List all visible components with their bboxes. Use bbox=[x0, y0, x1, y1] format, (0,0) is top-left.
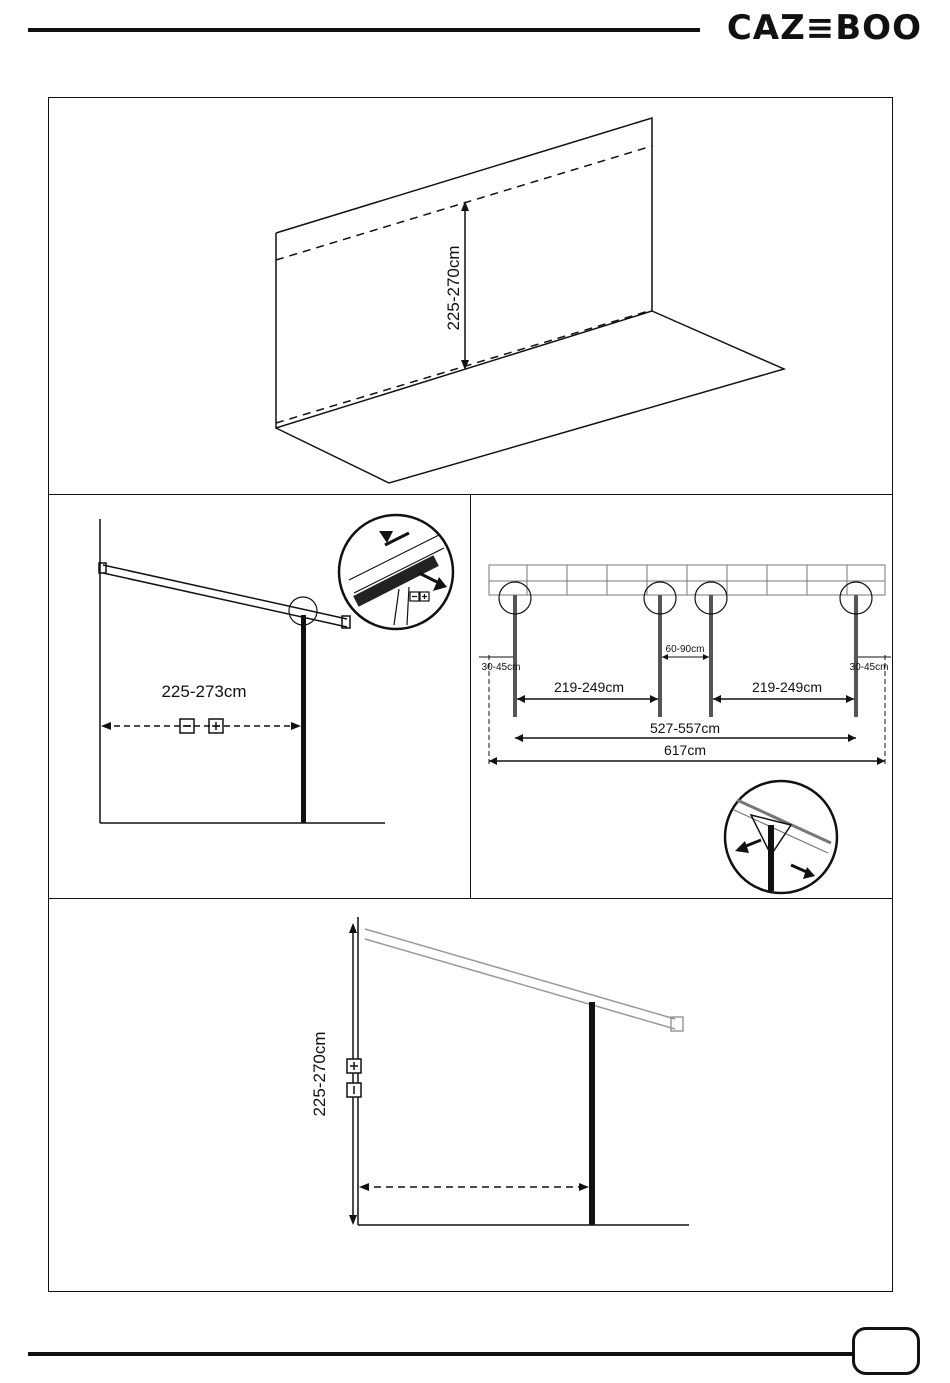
gap-label: 60-90cm bbox=[665, 644, 705, 655]
left-span-label: 219-249cm bbox=[553, 679, 625, 695]
plus-icon bbox=[209, 719, 223, 733]
right-span-label: 219-249cm bbox=[751, 679, 823, 695]
panel-post-height bbox=[48, 898, 893, 1292]
header-rule bbox=[28, 28, 700, 32]
bracket-detail-icon bbox=[339, 515, 453, 629]
wall-height-diagram bbox=[49, 98, 894, 496]
right-offset-label: 30-45cm bbox=[849, 662, 889, 673]
panel-post-distance bbox=[48, 494, 471, 899]
brand-logo: CAZ≡BOO bbox=[726, 8, 922, 48]
overall-total-label: 617cm bbox=[663, 742, 707, 758]
left-offset-label: 30-45cm bbox=[481, 662, 521, 673]
post-height-label: 225-270cm bbox=[310, 1031, 329, 1117]
inner-total-label: 527-557cm bbox=[649, 720, 721, 736]
wall-height-label: 225-270cm bbox=[444, 245, 463, 331]
panel-front-spacing bbox=[470, 494, 893, 899]
front-spacing-diagram bbox=[471, 495, 894, 900]
page-number-box bbox=[852, 1327, 920, 1375]
bracket-detail-icon bbox=[725, 781, 837, 893]
plus-icon bbox=[347, 1059, 361, 1073]
post-distance-label: 225-273cm bbox=[161, 682, 247, 701]
post-height-diagram bbox=[49, 899, 894, 1293]
panel-wall-height bbox=[48, 97, 893, 495]
minus-icon bbox=[347, 1083, 361, 1097]
post-distance-diagram bbox=[49, 495, 472, 900]
footer-rule bbox=[28, 1352, 852, 1356]
minus-icon bbox=[180, 719, 194, 733]
